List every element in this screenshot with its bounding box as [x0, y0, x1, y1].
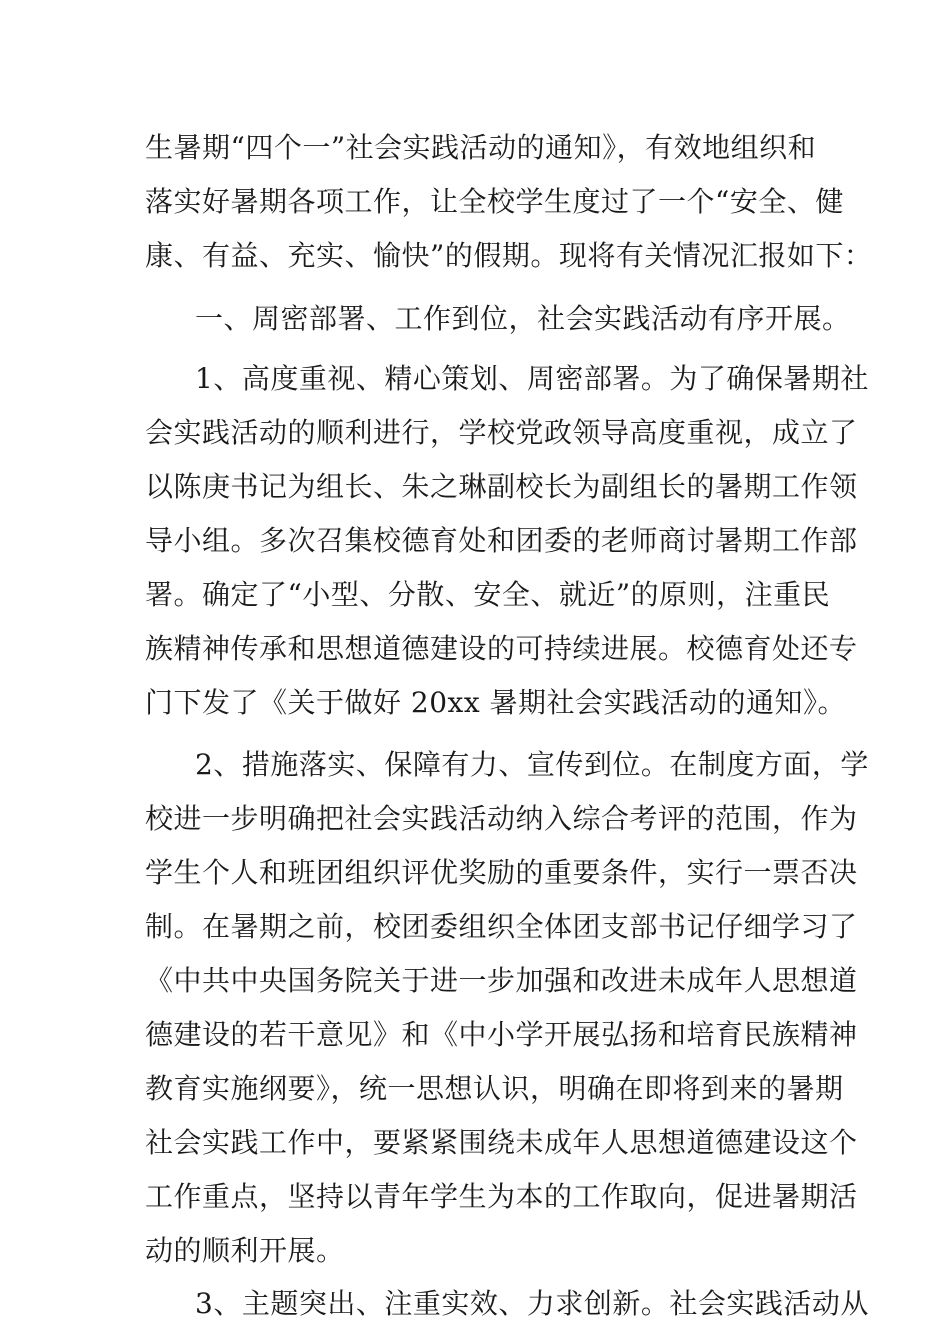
text-line: 社会实践工作中，要紧紧围绕未成年人思想道德建设这个 — [145, 1126, 858, 1159]
text-line: 落实好暑期各项工作，让全校学生度过了一个“安全、健 — [145, 185, 844, 218]
text-line: 2、措施落实、保障有力、宣传到位。在制度方面，学 — [195, 748, 869, 781]
text-line: 族精神传承和思想道德建设的可持续进展。校德育处还专 — [145, 632, 858, 665]
section-heading: 一、周密部署、工作到位，社会实践活动有序开展。 — [195, 302, 851, 335]
text-line: 3、主题突出、注重实效、力求创新。社会实践活动从 — [195, 1287, 869, 1320]
text-line: 会实践活动的顺利进行，学校党政领导高度重视，成立了 — [145, 416, 858, 449]
text-line: 《中共中央国务院关于进一步加强和改进未成年人思想道 — [145, 964, 858, 997]
text-line: 校进一步明确把社会实践活动纳入综合考评的范围，作为 — [145, 802, 858, 835]
text-line: 德建设的若干意见》和《中小学开展弘扬和培育民族精神 — [145, 1018, 858, 1051]
text-line: 工作重点，坚持以青年学生为本的工作取向，促进暑期活 — [145, 1180, 858, 1213]
text-line: 以陈庚书记为组长、朱之琳副校长为副组长的暑期工作领 — [145, 470, 858, 503]
text-line: 教育实施纲要》，统一思想认识，明确在即将到来的暑期 — [145, 1072, 844, 1105]
text-line: 门下发了《关于做好 20xx 暑期社会实践活动的通知》。 — [145, 686, 847, 719]
text-line: 康、有益、充实、愉快”的假期。现将有关情况汇报如下： — [145, 239, 873, 272]
text-line: 制。在暑期之前，校团委组织全体团支部书记仔细学习了 — [145, 910, 858, 943]
text-line: 1、高度重视、精心策划、周密部署。为了确保暑期社 — [195, 362, 869, 395]
text-line: 动的顺利开展。 — [145, 1234, 345, 1267]
text-line: 导小组。多次召集校德育处和团委的老师商讨暑期工作部 — [145, 524, 858, 557]
text-line: 生暑期“四个一”社会实践活动的通知》，有效地组织和 — [145, 131, 817, 164]
text-line: 学生个人和班团组织评优奖励的重要条件，实行一票否决 — [145, 856, 858, 889]
text-line: 署。确定了“小型、分散、安全、就近”的原则，注重民 — [145, 578, 831, 611]
